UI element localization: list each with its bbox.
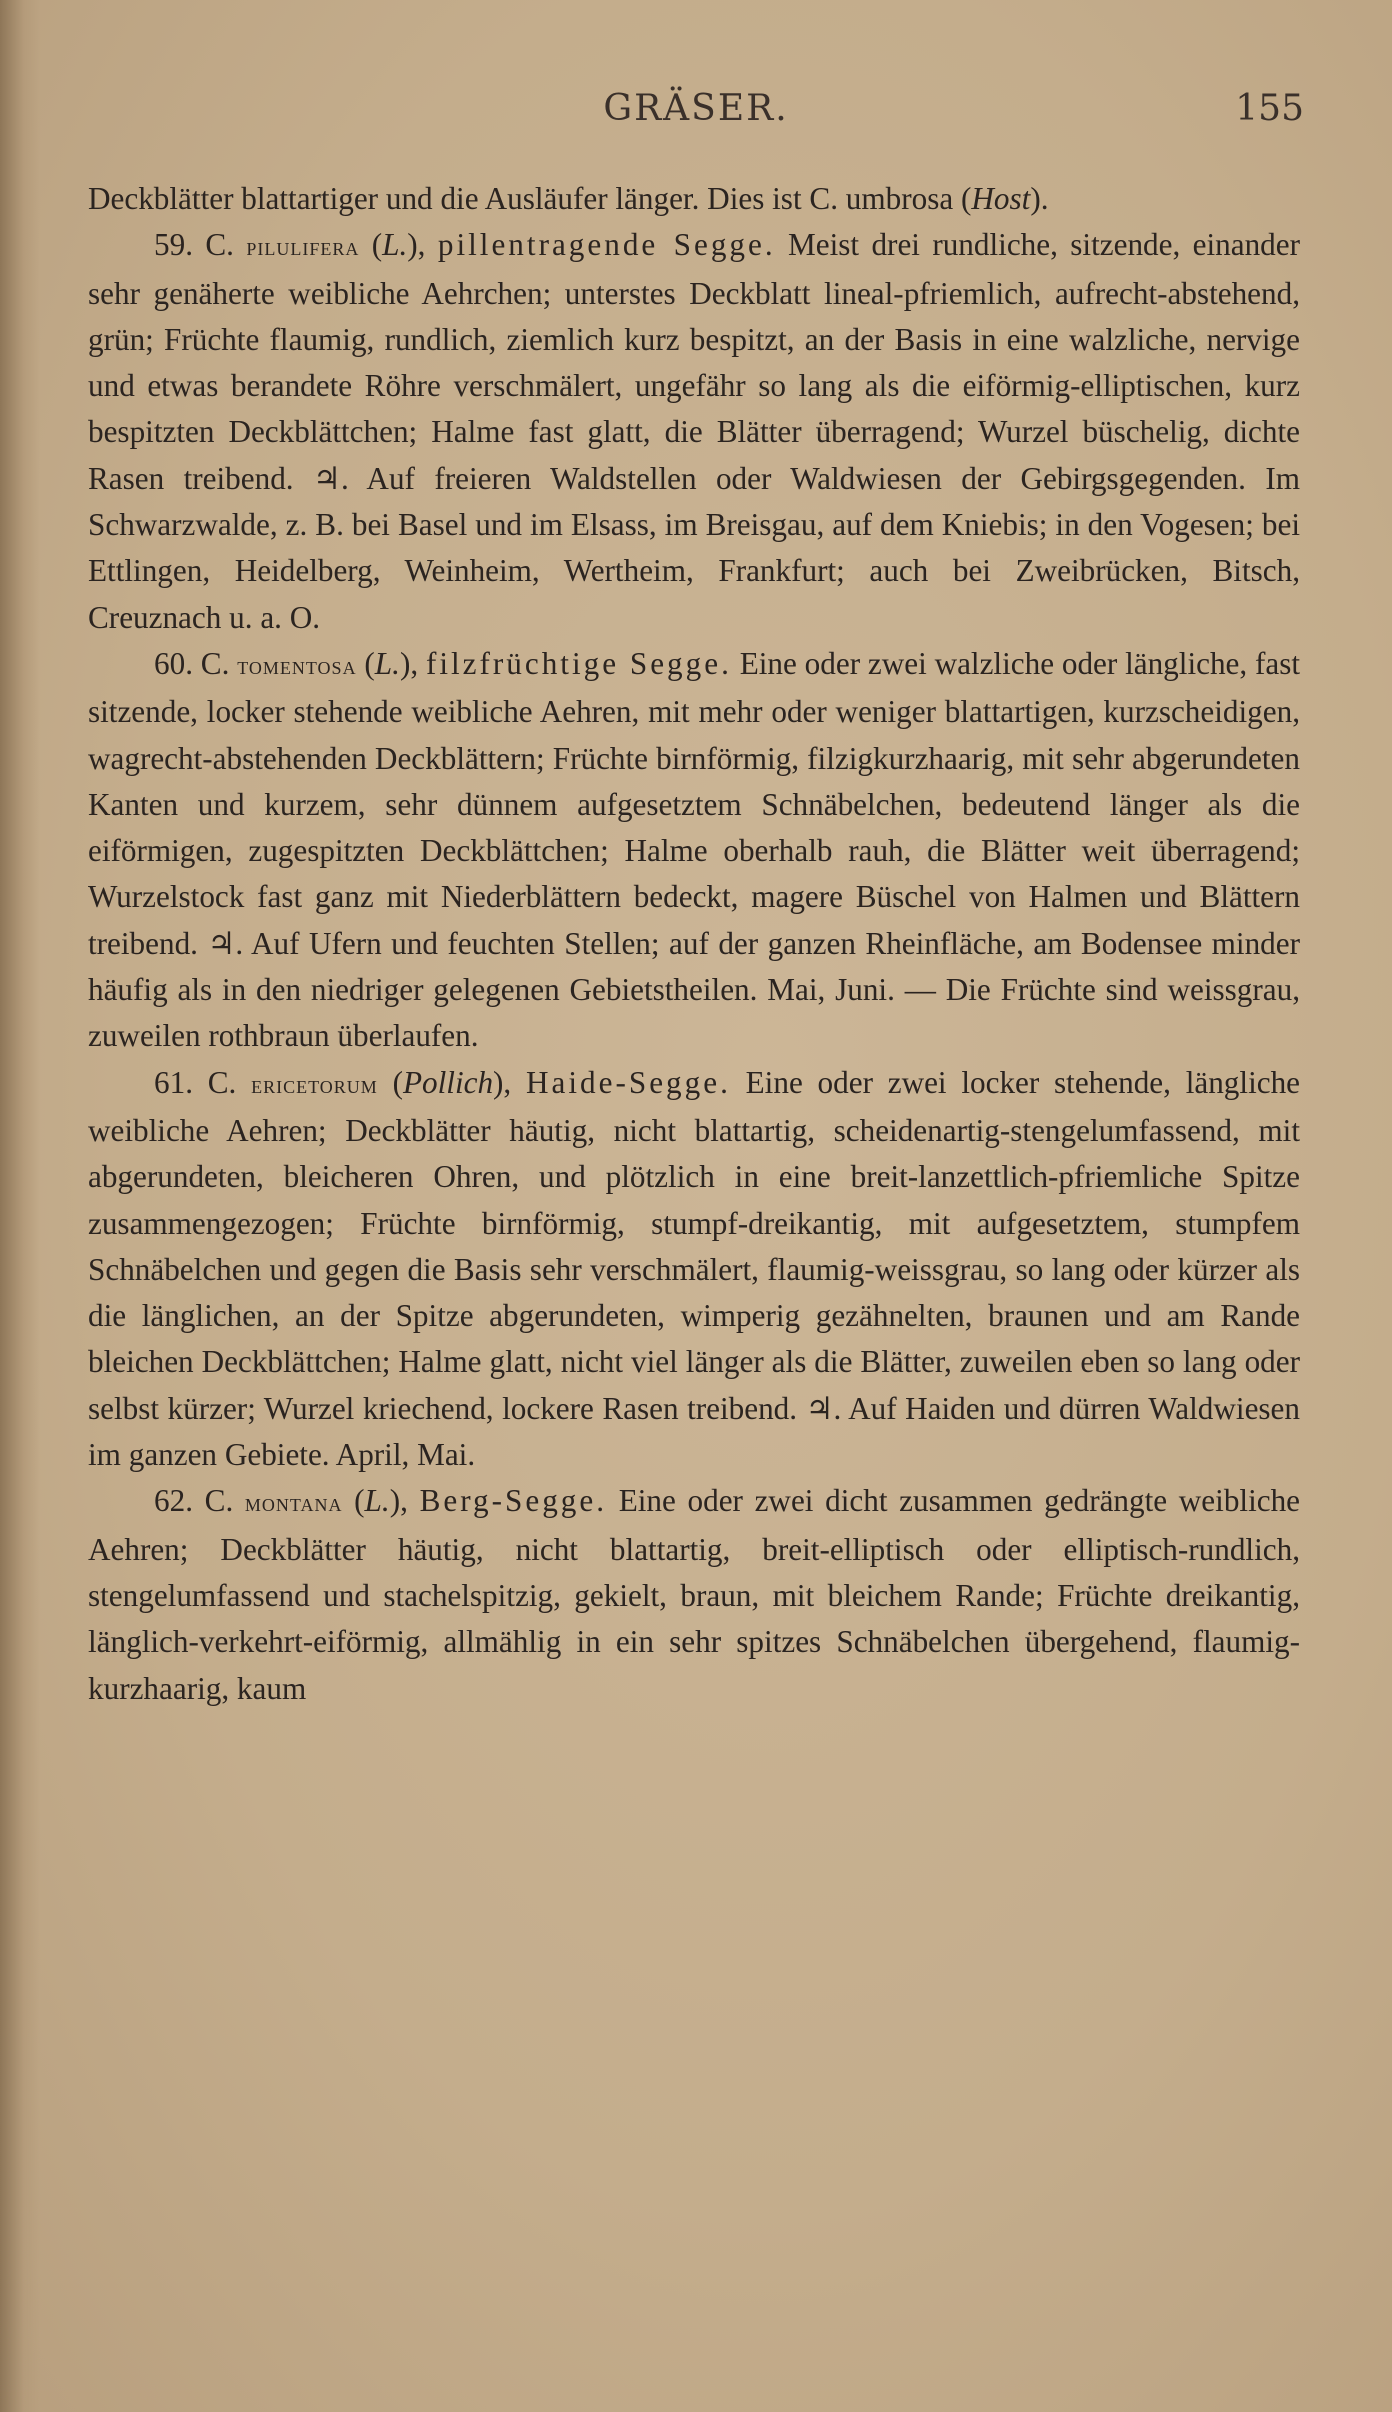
author-citation: L.	[364, 1483, 390, 1519]
author-open: (	[359, 227, 383, 263]
author-citation: L.	[382, 227, 408, 263]
author-citation: Host	[971, 181, 1031, 216]
species-entry-59	[88, 222, 1300, 641]
author-close: ),	[407, 227, 438, 263]
species-name: montana	[244, 1488, 343, 1518]
description: Eine oder zwei locker stehende, längliche weibliche Aehren; Deckblätter häutig, nicht blattartig, scheidenartig-stengelumfassend, mit abgerundeten, bleicheren Ohren, und plötzlich in eine breit-lanzettlich-pfriemliche Spitze zusammengezogen; Früchte birnförmig, stumpf-dreikantig, mit aufgesetztem, stumpfem Schnäbelchen und gegen die Basis sehr verschmälert, flaumig-weissgrau, so lang oder kürzer als die länglichen, an der Spitze abgerundeten, wimperig gezähnelten, braunen und am Rande bleichen Deckblättchen; Halme glatt, nicht viel länger als die Blätter, zuweilen eben so lang oder selbst kürzer; Wurzel kriechend, lockere Rasen treibend. ♃. Auf Haiden und dürren Waldwiesen im ganzen Gebiete. April, Mai.	[88, 1064, 1301, 1473]
species-name: tomentosa	[237, 650, 357, 680]
species-name: pilulifera	[246, 232, 360, 262]
common-name: filzfrüchtige Segge.	[425, 645, 732, 681]
paragraph-continuation	[88, 176, 1300, 222]
author-close: ),	[493, 1064, 526, 1100]
species-name: ericetorum	[251, 1069, 378, 1099]
entry-number: 62. C.	[154, 1483, 234, 1519]
running-head	[88, 88, 1304, 138]
page-number: 155	[1235, 88, 1304, 129]
author-close: ),	[389, 1483, 420, 1519]
common-name: pillentragende Segge.	[437, 227, 776, 263]
author-close: ),	[399, 645, 426, 681]
entry-number: 59. C.	[154, 227, 234, 263]
author-citation: Pollich	[402, 1064, 494, 1100]
entry-number: 61. C.	[154, 1064, 237, 1100]
paragraph-text: Deckblätter blattartiger und die Ausläufer länger. Dies ist C. umbrosa (	[88, 181, 972, 216]
author-citation: L.	[374, 645, 400, 681]
description: Eine oder zwei dicht zusammen gedrängte weibliche Aehren; Deckblätter häutig, nicht blattartig, breit-elliptisch oder elliptisch-rundlich, stengelumfassend und stachelspitzig, gekielt, braun, mit bleichem Rande; Früchte dreikantig, länglich-verkehrt-eiförmig, allmählig in ein sehr spitzes Schnäbelchen übergehend, flaumig-kurzhaarig, kaum	[88, 1483, 1301, 1706]
species-entry-60	[88, 641, 1300, 1060]
page-title: GRÄSER.	[603, 88, 789, 129]
species-entry-61	[88, 1060, 1300, 1479]
author-open: (	[356, 645, 375, 681]
description: Eine oder zwei walzliche oder längliche, fast sitzende, locker stehende weibliche Aehren, mit mehr oder weniger blattartigen, kurzscheidigen, wagrecht-abstehenden Deckblättern; Früchte birnförmig, filzigkurzhaarig, mit sehr abgerundeten Kanten und kurzem, sehr dünnem aufgesetztem Schnäbelchen, bedeutend länger als die eiförmigen, zugespitzten Deckblättchen; Halme oberhalb rauh, die Blätter weit überragend; Wurzelstock fast ganz mit Niederblättern bedeckt, magere Büschel von Halmen und Blättern treibend. ♃. Auf Ufern und feuchten Stellen; auf der ganzen Rheinfläche, am Bodensee minder häufig als in den niedriger gelegenen Gebietstheilen. Mai, Juni. — Die Früchte sind weissgrau, zuweilen rothbraun überlaufen.	[88, 645, 1301, 1054]
paragraph-text-end: ).	[1030, 181, 1049, 216]
author-open: (	[377, 1064, 403, 1100]
common-name: Berg-Segge.	[419, 1483, 608, 1519]
common-name: Haide-Segge.	[526, 1064, 731, 1100]
body-text	[88, 176, 1300, 1712]
entry-number: 60. C.	[154, 645, 230, 681]
author-open: (	[342, 1483, 365, 1519]
species-entry-62	[88, 1478, 1300, 1711]
description: Meist drei rundliche, sitzende, einander sehr genäherte weibliche Aehrchen; unterstes Deckblatt lineal-pfriemlich, aufrecht-abstehend, grün; Früchte flaumig, rundlich, ziemlich kurz bespitzt, an der Basis in eine walzliche, nervige und etwas berandete Röhre verschmälert, ungefähr so lang als die eiförmig-elliptischen, kurz bespitzten Deckblättchen; Halme fast glatt, die Blätter überragend; Wurzel büschelig, dichte Rasen treibend. ♃. Auf freieren Waldstellen oder Waldwiesen der Gebirgsgegenden. Im Schwarzwalde, z. B. bei Basel und im Elsass, im Breisgau, auf dem Kniebis; in den Vogesen; bei Ettlingen, Heidelberg, Weinheim, Wertheim, Frankfurt; auch bei Zweibrücken, Bitsch, Creuznach u. a. O.	[88, 227, 1301, 635]
